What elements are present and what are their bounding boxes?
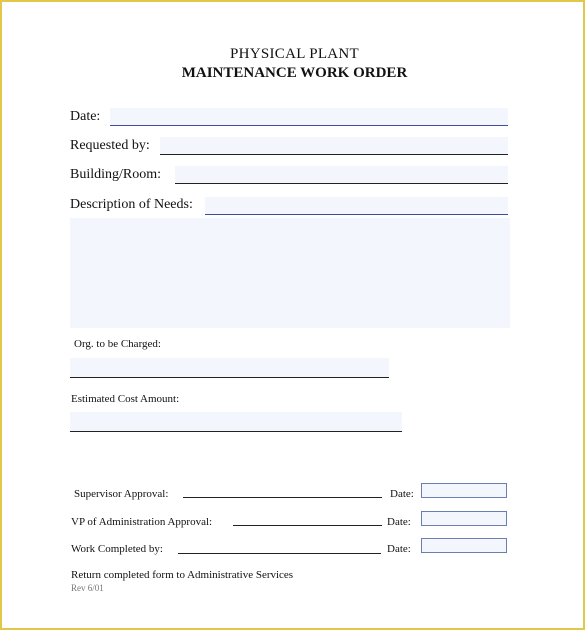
description-label: Description of Needs:: [70, 197, 193, 212]
supervisor-date-label: Date:: [390, 488, 414, 500]
return-instruction: Return completed form to Administrative Services: [71, 569, 294, 581]
form-title-line1: PHYSICAL PLANT: [229, 46, 360, 62]
vp-date-field[interactable]: [421, 511, 507, 526]
supervisor-date-field[interactable]: [421, 483, 507, 498]
supervisor-approval-signature-line[interactable]: [183, 497, 382, 498]
org-charged-label: Org. to be Charged:: [74, 338, 161, 350]
estimated-cost-field[interactable]: [70, 412, 402, 432]
vp-date-label: Date:: [387, 516, 411, 528]
org-charged-field[interactable]: [70, 358, 389, 378]
building-room-field[interactable]: [175, 166, 508, 184]
vp-approval-signature-line[interactable]: [233, 525, 382, 526]
description-textarea[interactable]: [70, 218, 510, 328]
building-room-label: Building/Room:: [70, 167, 162, 182]
vp-approval-label: VP of Administration Approval:: [71, 516, 213, 528]
requested-by-field[interactable]: [160, 137, 508, 155]
revision-note: Rev 6/01: [71, 583, 104, 593]
work-completed-date-label: Date:: [387, 543, 411, 555]
work-completed-label: Work Completed by:: [71, 543, 163, 555]
date-field[interactable]: [110, 108, 508, 126]
work-completed-date-field[interactable]: [421, 538, 507, 553]
requested-by-label: Requested by:: [70, 138, 150, 153]
description-field[interactable]: [205, 197, 508, 215]
estimated-cost-label: Estimated Cost Amount:: [71, 393, 180, 405]
supervisor-approval-label: Supervisor Approval:: [74, 488, 169, 500]
work-completed-signature-line[interactable]: [178, 553, 381, 554]
date-label: Date:: [70, 109, 101, 124]
form-title-line2: MAINTENANCE WORK ORDER: [181, 65, 408, 81]
